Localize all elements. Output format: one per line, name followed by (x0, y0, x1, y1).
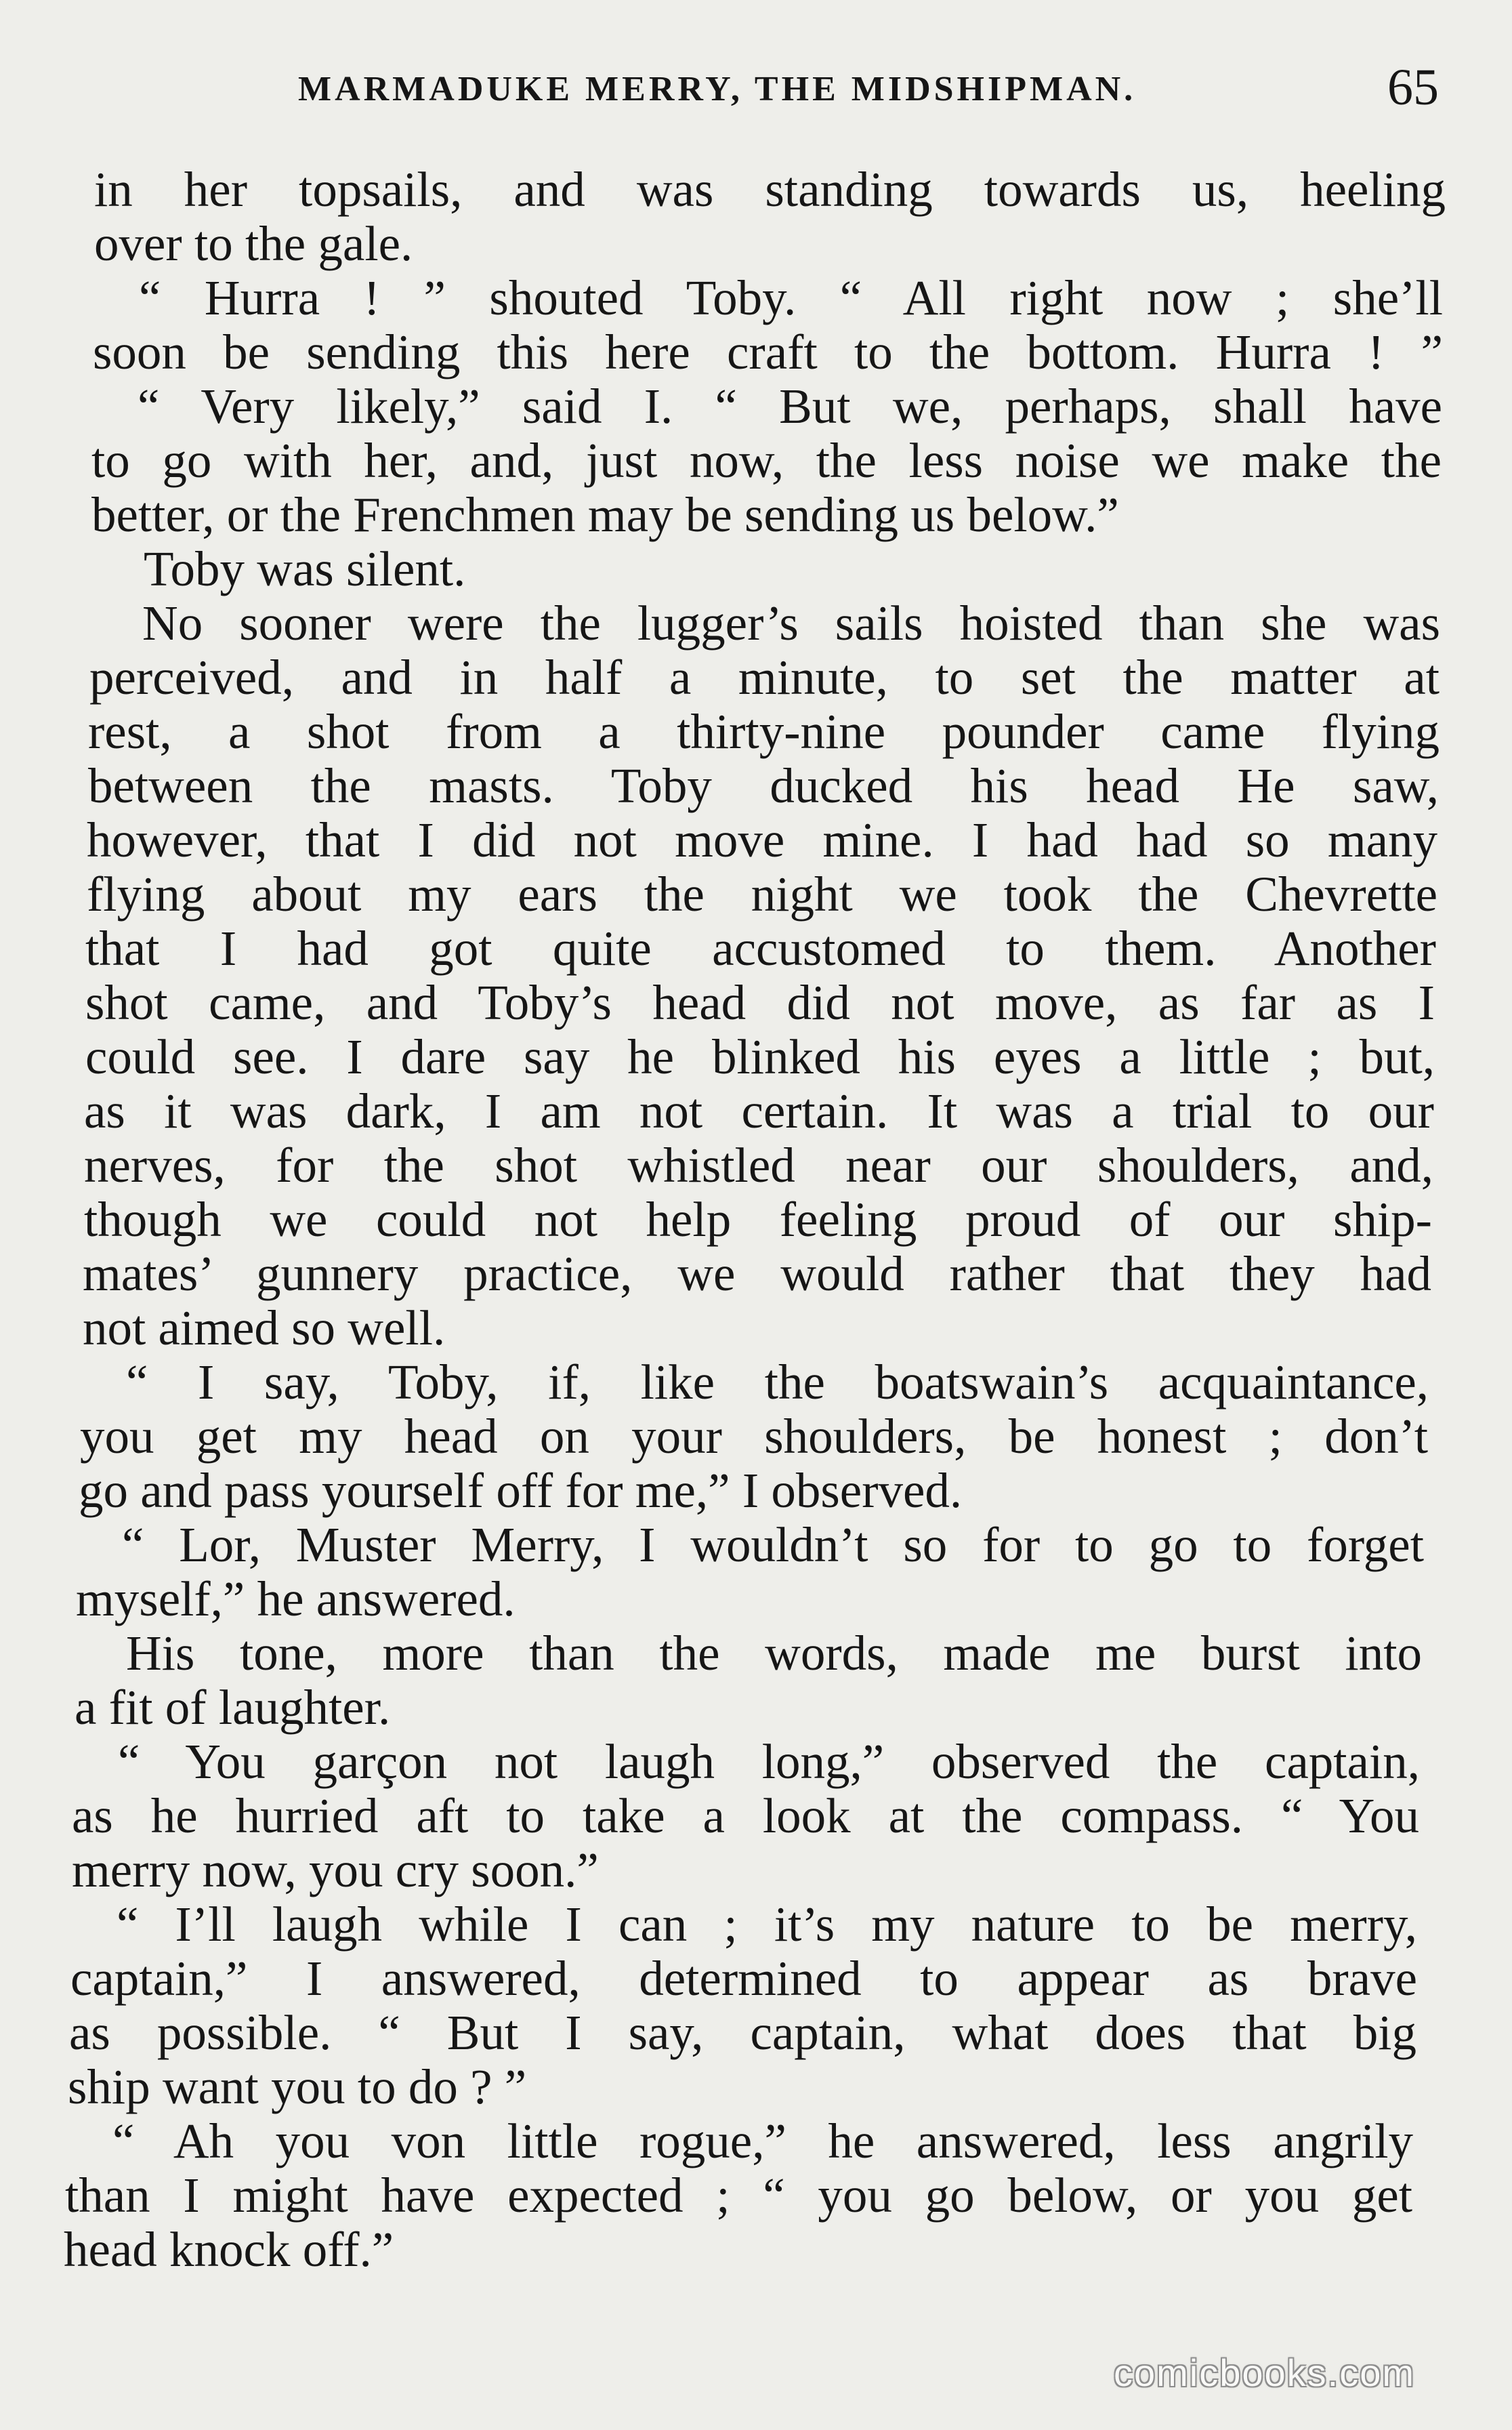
page-number: 65 (1387, 59, 1439, 116)
text-line: as he hurried aft to take a look at the compass. “ You (72, 1788, 1419, 1843)
text-line: myself,” he answered. (76, 1571, 516, 1626)
text-line: No sooner were the lugger’s sails hoisted than she was (142, 596, 1440, 651)
text-line: Toby was silent. (144, 541, 466, 596)
text-line: captain,” I answered, determined to appear as brave (70, 1951, 1417, 2006)
text-line: “ I say, Toby, if, like the boatswain’s acquaintance, (126, 1355, 1429, 1409)
text-line: though we could not help feeling proud of our ship- (84, 1192, 1432, 1247)
text-line: shot came, and Toby’s head did not move, as far as I (85, 975, 1435, 1030)
text-line: rest, a shot from a thirty-nine pounder came flying (88, 704, 1440, 759)
running-head (0, 59, 1512, 117)
text-line: “ Lor, Muster Merry, I wouldn’t so for to go to forget (122, 1517, 1424, 1572)
text-line: over to the gale. (94, 216, 413, 271)
text-line: mates’ gunnery practice, we would rather that they had (83, 1246, 1431, 1301)
text-line: flying about my ears the night we took the Chevrette (87, 867, 1437, 922)
text-line: than I might have expected ; “ you go below, or you get (65, 2168, 1412, 2223)
text-line: His tone, more than the words, made me burst into (126, 1626, 1422, 1681)
text-line: perceived, and in half a minute, to set the matter at (89, 650, 1440, 705)
text-line: as it was dark, I am not certain. It was a trial to our (84, 1084, 1434, 1138)
site-watermark: comicbooks.com (1114, 2351, 1416, 2394)
text-line: nerves, for the shot whistled near our shoulders, and, (84, 1138, 1433, 1193)
text-line: as possible. “ But I say, captain, what does that big (69, 2005, 1416, 2060)
text-line: not aimed so well. (83, 1300, 446, 1355)
text-line: “ Ah you von little rogue,” he answered, less angrily (112, 2114, 1413, 2168)
text-line: “ I’ll laugh while I can ; it’s my nature to be merry, (117, 1897, 1417, 1952)
text-line: “ Hurra ! ” shouted Toby. “ All right now ; she’ll (139, 270, 1443, 325)
text-line: ship want you to do ? ” (68, 2059, 527, 2114)
text-line: could see. I dare say he blinked his eyes a little ; but, (85, 1029, 1435, 1084)
text-line: merry now, you cry soon.” (72, 1842, 599, 1897)
text-line: however, that I did not move mine. I had had so many (87, 812, 1437, 867)
text-line: soon be sending this here craft to the bottom. Hurra ! ” (93, 325, 1443, 379)
text-line: to go with her, and, just now, the less noise we make the (91, 433, 1442, 488)
text-line: head knock off.” (64, 2222, 394, 2277)
text-line: you get my head on your shoulders, be honest ; don’t (80, 1409, 1428, 1464)
text-line: in her topsails, and was standing towards us, heeling (94, 162, 1446, 217)
text-line: between the masts. Toby ducked his head He saw, (88, 758, 1439, 813)
running-title: MARMADUKE MERRY, THE MIDSHIPMAN. (298, 70, 1137, 108)
text-line: that I had got quite accustomed to them. Another (85, 921, 1436, 976)
text-line: go and pass yourself off for me,” I observed. (79, 1463, 963, 1518)
text-line: “ You garçon not laugh long,” observed the captain, (118, 1734, 1420, 1789)
text-line: better, or the Frenchmen may be sending us below.” (91, 487, 1119, 542)
text-line: a fit of laughter. (75, 1680, 391, 1735)
text-line: “ Very likely,” said I. “ But we, perhaps, shall have (138, 379, 1442, 434)
